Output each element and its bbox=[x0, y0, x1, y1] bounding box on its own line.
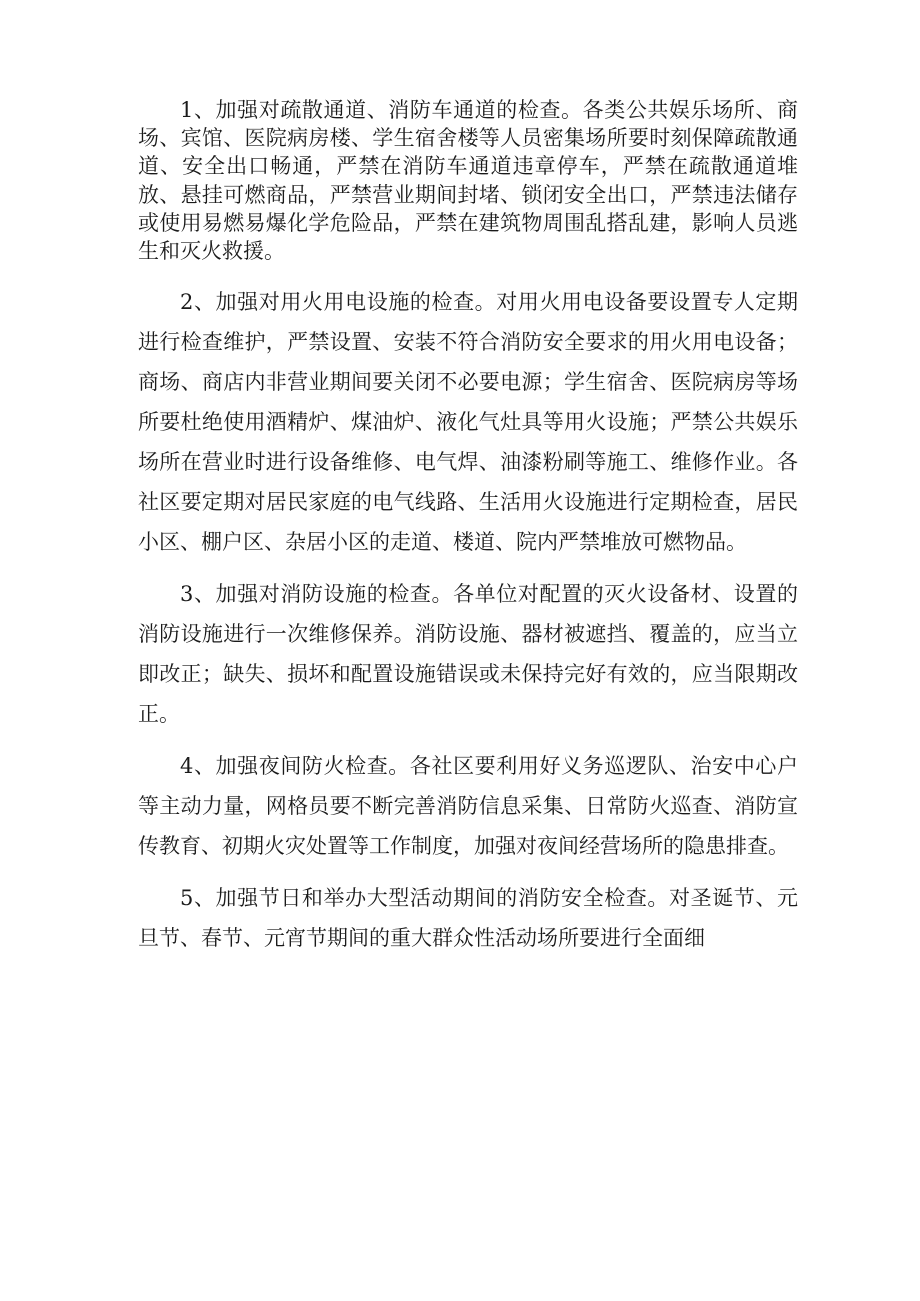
paragraph-evacuation-check: 1、加强对疏散通道、消防车通道的检查。各类公共娱乐场所、商场、宾馆、医院病房楼、学生宿舍楼等人员密集场所要时刻保障疏散通道、安全出口畅通，严禁在消防车通道违章停车，严禁在疏散通道堆放、悬挂可燃商品，严禁营业期间封堵、锁闭安全出口，严禁违法储存或使用易燃易爆化学危险品，严禁在建筑物周围乱搭乱建，影响人员逃生和灭火救援。 bbox=[138, 98, 798, 264]
paragraph-night-check: 4、加强夜间防火检查。各社区要利用好义务巡逻队、治安中心户等主动力量，网格员要不断完善消防信息采集、日常防火巡查、消防宣传教育、初期火灾处置等工作制度，加强对夜间经营场所的隐患排查。 bbox=[138, 754, 798, 859]
paragraph-holiday-check: 5、加强节日和举办大型活动期间的消防安全检查。对圣诞节、元旦节、春节、元宵节期间的重大群众性活动场所要进行全面细 bbox=[138, 886, 798, 951]
paragraph-fire-facility-check: 3、加强对消防设施的检查。各单位对配置的灭火设备材、设置的消防设施进行一次维修保养。消防设施、器材被遮挡、覆盖的，应当立即改正；缺失、损坏和配置设施错误或未保持完好有效的，应当限期改正。 bbox=[138, 582, 798, 727]
document-page bbox=[138, 96, 798, 958]
paragraph-fire-electric-check: 2、加强对用火用电设施的检查。对用火用电设备要设置专人定期进行检查维护，严禁设置、安装不符合消防安全要求的用火用电设备；商场、商店内非营业期间要关闭不必要电源；学生宿舍、医院病房等场所要杜绝使用酒精炉、煤油炉、液化气灶具等用火设施；严禁公共娱乐场所在营业时进行设备维修、电气焊、油漆粉刷等施工、维修作业。各社区要定期对居民家庭的电气线路、生活用火设施进行定期检查，居民小区、棚户区、杂居小区的走道、楼道、院内严禁堆放可燃物品。 bbox=[138, 290, 798, 555]
